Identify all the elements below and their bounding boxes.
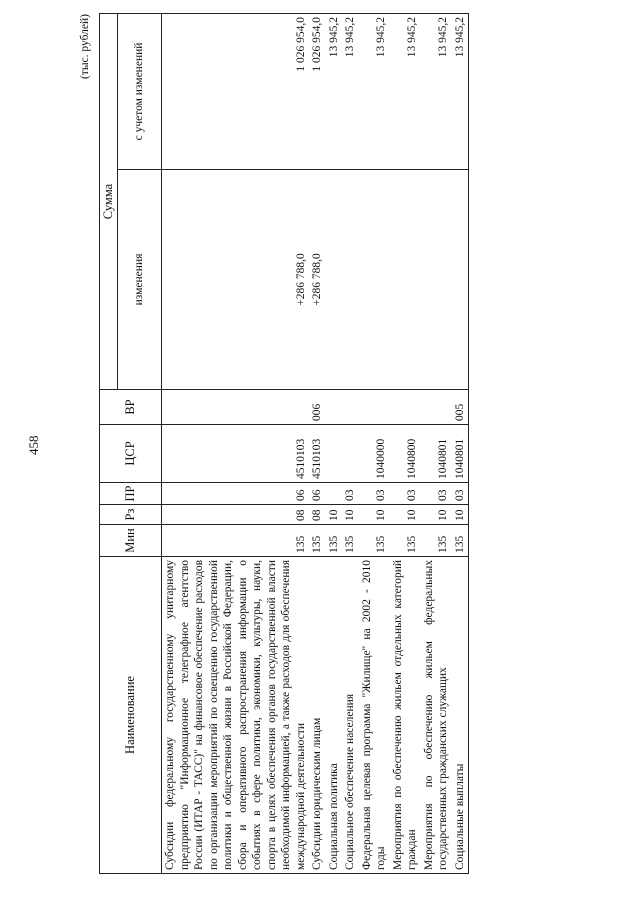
row-total: 1 026 954,0 — [162, 14, 310, 170]
header-csr: ЦСР — [100, 425, 162, 483]
row-csr: 4510103 — [162, 425, 310, 483]
row-csr: 1040000 — [359, 425, 390, 483]
row-name: Социальная политика — [326, 557, 343, 874]
row-vr — [390, 390, 421, 425]
table-row — [359, 14, 390, 874]
row-change — [421, 170, 452, 390]
table-row — [326, 14, 343, 874]
row-pr: 03 — [342, 483, 359, 505]
row-name: Мероприятия по обеспечению жильем отдельных категорий граждан — [390, 557, 421, 874]
row-csr — [326, 425, 343, 483]
row-total: 13 945,2 — [421, 14, 452, 170]
row-total: 13 945,2 — [359, 14, 390, 170]
row-min: 135 — [162, 525, 310, 557]
page-number: 458 — [26, 435, 41, 455]
row-name: Федеральная целевая программа "Жилище" на 2002 - 2010 годы — [359, 557, 390, 874]
row-vr — [162, 390, 310, 425]
table-row — [162, 14, 310, 874]
row-pr: 06 — [162, 483, 310, 505]
row-rz: 10 — [452, 505, 469, 525]
row-csr — [342, 425, 359, 483]
row-vr — [421, 390, 452, 425]
row-min: 135 — [421, 525, 452, 557]
row-total: 13 945,2 — [326, 14, 343, 170]
header-changes: изменения — [118, 170, 162, 390]
row-vr: 006 — [309, 390, 326, 425]
header-name: Наименование — [100, 557, 162, 874]
row-rz: 10 — [421, 505, 452, 525]
row-rz: 10 — [390, 505, 421, 525]
row-pr — [326, 483, 343, 505]
header-with-changes: с учетом изменений — [118, 14, 162, 170]
row-rz: 08 — [309, 505, 326, 525]
row-rz: 10 — [359, 505, 390, 525]
table-row — [342, 14, 359, 874]
header-vr: ВР — [100, 390, 162, 425]
row-pr: 03 — [452, 483, 469, 505]
table-row — [390, 14, 421, 874]
row-min: 135 — [390, 525, 421, 557]
row-csr: 4510103 — [309, 425, 326, 483]
row-csr: 1040800 — [390, 425, 421, 483]
row-vr — [359, 390, 390, 425]
row-min: 135 — [309, 525, 326, 557]
row-change: +286 788,0 — [309, 170, 326, 390]
table-row — [421, 14, 452, 874]
row-vr — [342, 390, 359, 425]
units-note: (тыс. рублей) — [79, 14, 91, 80]
row-min: 135 — [452, 525, 469, 557]
row-csr: 1040801 — [421, 425, 452, 483]
row-name: Субсидии федеральному государственному унитарному предприятию "Информационное телеграфное агентство России (ИТАР - ТАСС)" на финансовое обеспечение расходов по организации мероприятий по освещению государственной политики и общественной жизни в Российской Федерации, сбора и оперативного распространения информации о событиях в сфере политики, экономики, культуры, науки, спорта в целях обеспечения органов государственной власти необходимой информацией, а также расходов для обеспечения международной деятельности — [162, 557, 310, 874]
row-pr: 03 — [390, 483, 421, 505]
row-csr: 1040801 — [452, 425, 469, 483]
row-change — [452, 170, 469, 390]
row-vr: 005 — [452, 390, 469, 425]
row-total: 13 945,2 — [390, 14, 421, 170]
row-change — [326, 170, 343, 390]
row-min: 135 — [326, 525, 343, 557]
header-min: Мин — [100, 525, 162, 557]
header-sum: Сумма — [100, 14, 118, 390]
row-change — [390, 170, 421, 390]
row-total: 13 945,2 — [452, 14, 469, 170]
table-row — [452, 14, 469, 874]
row-rz: 10 — [326, 505, 343, 525]
row-name: Социальное обеспечение населения — [342, 557, 359, 874]
row-min: 135 — [342, 525, 359, 557]
row-vr — [326, 390, 343, 425]
rotated-table-page — [75, 14, 595, 874]
table-row — [309, 14, 326, 874]
row-name: Субсидии юридическим лицам — [309, 557, 326, 874]
row-pr: 03 — [359, 483, 390, 505]
budget-table — [99, 13, 469, 874]
row-name: Социальные выплаты — [452, 557, 469, 874]
row-change: +286 788,0 — [162, 170, 310, 390]
row-change — [359, 170, 390, 390]
header-rz: Рз — [100, 505, 162, 525]
row-pr: 06 — [309, 483, 326, 505]
row-name: Мероприятия по обеспечению жильем федеральных государственных гражданских служащих — [421, 557, 452, 874]
header-pr: ПР — [100, 483, 162, 505]
row-rz: 10 — [342, 505, 359, 525]
row-total: 1 026 954,0 — [309, 14, 326, 170]
row-rz: 08 — [162, 505, 310, 525]
row-total: 13 945,2 — [342, 14, 359, 170]
row-min: 135 — [359, 525, 390, 557]
row-change — [342, 170, 359, 390]
row-pr: 03 — [421, 483, 452, 505]
